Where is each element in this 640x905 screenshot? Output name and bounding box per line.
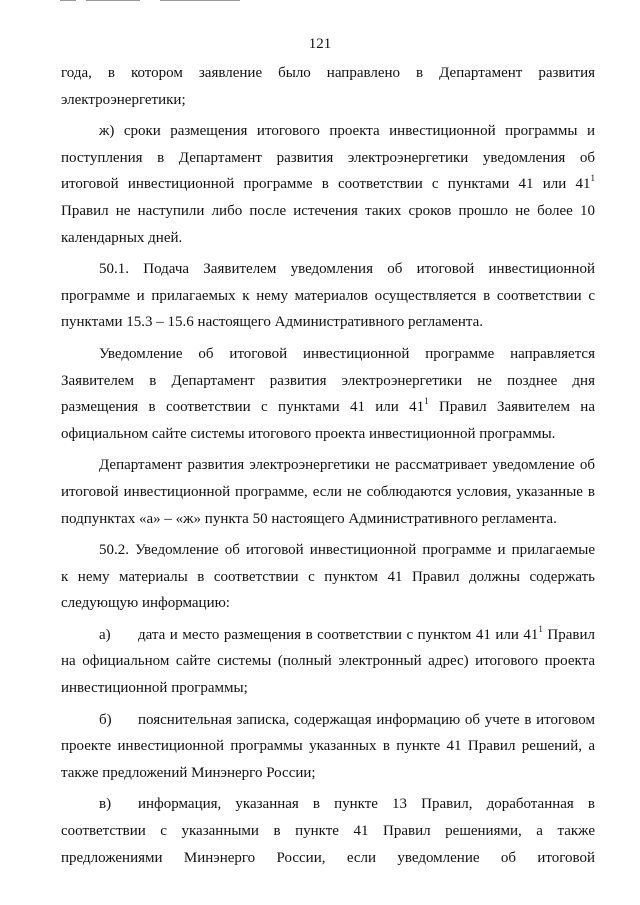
text-line — [61, 845, 595, 872]
line-text: 50.2. Уведомление об итоговой инвестиционной программе и прилагаемые — [99, 542, 595, 559]
line-text: итоговой инвестиционной программе, если не соблюдаются условия, указанные в — [61, 483, 595, 500]
list-marker: б) — [99, 711, 112, 728]
line-text-tail: Правил — [542, 626, 595, 643]
text-line — [61, 622, 595, 649]
line-text: к нему материалы в соответствии с пунктом 41 Правил должны содержать — [61, 568, 595, 585]
line-text: программе и прилагаемых к нему материалов осуществляется в соответствии с — [61, 287, 595, 304]
text-line — [61, 675, 595, 702]
line-text: 50.1. Подача Заявителем уведомления об итоговой инвестиционной — [99, 261, 595, 278]
line-text-tail: Правил Заявителем на — [428, 399, 595, 416]
text-line — [61, 394, 595, 421]
text-line — [61, 368, 595, 395]
list-marker: в) — [99, 796, 112, 813]
line-text: итоговой инвестиционной программе в соответствии с пунктами 41 или 41 — [61, 176, 591, 193]
text-line — [61, 145, 595, 172]
line-text: Заявителем в Департамент развития электроэнергетики не позднее дня — [61, 372, 595, 389]
text-line — [61, 707, 595, 734]
line-text: пояснительная записка, содержащая информацию об учете в итоговом — [138, 711, 595, 728]
text-line — [61, 479, 595, 506]
line-text: Уведомление об итоговой инвестиционной программе направляется — [99, 345, 595, 362]
text-line — [61, 341, 595, 368]
text-line — [61, 309, 595, 336]
superscript: 1 — [590, 173, 595, 184]
list-marker: а) — [99, 626, 111, 643]
line-text: на официальном сайте системы (полный электронный адрес) итогового проекта — [61, 653, 595, 670]
text-line — [61, 256, 595, 283]
line-text: Правил не наступили либо после истечения таких сроков прошло не более 10 — [61, 202, 595, 219]
text-line — [61, 733, 595, 760]
text-line — [61, 590, 595, 617]
line-text: следующую информацию: — [61, 595, 230, 612]
text-line — [61, 171, 595, 198]
line-text: проекте инвестиционной программы указанных в пункте 41 Правил решений, а — [61, 738, 595, 755]
superscript: 1 — [424, 396, 429, 407]
text-line — [61, 537, 595, 564]
document-body — [61, 60, 595, 871]
text-line — [61, 198, 595, 225]
text-line — [61, 648, 595, 675]
line-text: соответствии с указанными в пункте 41 Правил решениями, а также — [61, 823, 595, 840]
line-text: Департамент развития электроэнергетики не рассматривает уведомление об — [99, 457, 595, 474]
line-text: электроэнергетики; — [61, 91, 186, 108]
superscript: 1 — [538, 623, 543, 634]
line-text: календарных дней. — [61, 229, 183, 246]
line-text: ж) сроки размещения итогового проекта инвестиционной программы и — [99, 123, 595, 140]
line-text: дата и место размещения в соответствии с пунктом 41 или 41 — [138, 626, 539, 643]
text-line — [61, 452, 595, 479]
text-line — [61, 60, 595, 87]
line-text: подпунктах «а» – «ж» пункта 50 настоящего Административного регламента. — [61, 510, 557, 527]
line-text: информация, указанная в пункте 13 Правил, доработанная в — [138, 796, 595, 813]
line-text: пунктами 15.3 – 15.6 настоящего Административного регламента. — [61, 314, 484, 331]
text-line — [61, 760, 595, 787]
text-line — [61, 818, 595, 845]
line-text: инвестиционной программы; — [61, 680, 248, 697]
line-text: поступления в Департамент развития электроэнергетики уведомления об — [61, 149, 595, 166]
text-line — [61, 87, 595, 114]
text-line — [61, 791, 595, 818]
text-line — [61, 225, 595, 252]
line-text: размещения в соответствии с пунктами 41 или 41 — [61, 399, 425, 416]
line-text: года, в котором заявление было направлено в Департамент развития — [61, 65, 595, 81]
line-text: также предложений Минэнерго России; — [61, 764, 316, 781]
text-line — [61, 506, 595, 533]
line-text: предложениями Минэнерго России, если уведомление об итоговой — [61, 849, 595, 866]
scan-edge-marks — [0, 0, 640, 2]
text-line — [61, 283, 595, 310]
text-line — [61, 421, 595, 448]
line-text: официальном сайте системы итогового проекта инвестиционной программы. — [61, 425, 556, 442]
text-line — [61, 118, 595, 145]
page-number: 121 — [308, 36, 332, 52]
text-line — [61, 564, 595, 591]
